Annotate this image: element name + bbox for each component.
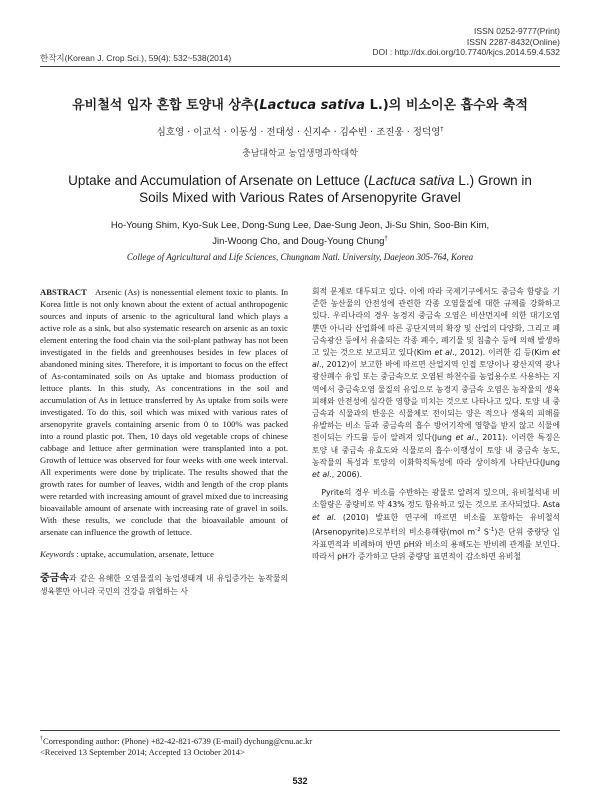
- left-column: [40, 286, 288, 598]
- intro-lead-word: 중금속: [40, 573, 69, 584]
- footnote-rule: [40, 730, 560, 731]
- keywords-text: : uptake, accumulation, arsenate, lettuce: [76, 549, 214, 559]
- intro-paragraph: 중금속과 같은 유해한 오염물질의 농업생태계 내 유입증가는 농작물의 생육뿐만 아니라 국민의 건강을 위협하는 사: [40, 573, 288, 596]
- english-title: Uptake and Accumulation of Arsenate on Lettuce (Lactuca sativa L.) Grown in Soils Mixed with Various Rates of Arsenopyrite Gravel: [68, 173, 532, 205]
- corresponding-author: Corresponding author: (Phone) +82-42-821-6739 (E-mail) dychung@cnu.ac.kr: [43, 735, 313, 746]
- doi-link[interactable]: DOI : http://dx.doi.org/10.7740/kjcs.2014.59.4.532: [372, 47, 560, 57]
- abstract-label: ABSTRACT: [40, 287, 87, 297]
- body-paragraph-2: Pyrite의 경우 비소를 수반하는 광물로 알려져 있으며, 유비철석내 비소함량은 중량비로 약 43% 정도 함유하고 있는 것으로 조사되었다. Asta et al. (2010) 발표한 연구에 따르면 비소를 포함하는 유비철석(Arsenopyrite)으로부터의 비소용해량(mol $m^{-2}$ $S^{-1}$)은 단위 중량당 입자표면적과 비례하며 반면 pH와 비소의 용해도는 반비례 관계를 보인다. 따라서 pH가 증가하고 단위 중량당 표면적이 감소하면 유비철: [312, 488, 561, 561]
- keywords: [40, 548, 288, 560]
- english-authors: Ho-Young Shim, Kyo-Suk Lee, Dong-Sung Lee, Dae-Sung Jeon, Ji-Su Shin, Soo-Bin Kim, Jin-Woong Cho, and Doug-Young Chung†: [110, 220, 490, 247]
- header-rule: [40, 66, 560, 67]
- korean-affiliation: 충남대학교 농업생명과학대학: [242, 149, 358, 159]
- keywords-label: Keywords: [40, 549, 75, 559]
- abstract: [40, 286, 288, 538]
- right-column: [312, 286, 560, 563]
- korean-title: 유비철석 입자 혼합 토양내 상추(Lactuca sativa L.)의 비소이온 흡수와 축적: [72, 98, 528, 113]
- abstract-text: Arsenic (As) is nonessential element toxic to plants. In Korea little is not only known about the extent of actual anthropogenic sources and inputs of arsenic to the agricultural land which plays a active role as a sink, but also systematic research on arsenic as an toxic element entering the food chain via the soil-plant pathway has not been investigated in the fields and greenhouses besides in few places of abandoned mining sites. Therefore, it is important to focus on the effect of As-contaminated soils on As uptake and biomass production of lettuce plants. In this study, As concentrations in the soil and accumulation of As in lettuce transferred by As uptake from soils were investigated. To do this, soil which was mixed with various rates of arsenopyrite gravels containing arsenic from 0 to 100% was packed into a round plastic pot. Then, 10 days old vegetable crops of chinese cabbage and lettuce after germination were transplanted into a pot. Growth of lettuce was observed for four weeks with one week interval. All experiments were done by triplicate. The results showed that the growth rates for number of leaves, width and length of the crop plants were retarded with increasing amount of gravel mixed due to increasing bioavailable amount of arsenate with increasing rate of gravel in soils. With these results, we conclude that the bioavailable amount of arsenate can influence the growth of lettuce.: [40, 287, 288, 537]
- korean-authors: 심호영 · 이교석 · 이동성 · 전대성 · 신지수 · 김수빈 · 조진웅 · 정덕영†: [156, 125, 444, 138]
- received-dates: <Received 13 September 2014; Accepted 13 October 2014>: [40, 746, 245, 757]
- issn-block: [372, 26, 560, 58]
- issn-print: ISSN 0252-9777(Print): [474, 26, 560, 36]
- footnote: †Corresponding author: (Phone) +82-42-821-6739 (E-mail) dychung@cnu.ac.kr <Received 13 September 2014; Accepted 13 October 2014>: [40, 734, 560, 758]
- body-paragraph-1: 회적 문제로 대두되고 있다. 이에 따라 국제기구에서도 중금속 함량을 기준한 농산물의 안전성에 관련한 각종 오염물질에 대한 규제를 강화하고 있다. 우리나라의 경우 농경지 중금속 오염은 비산먼지에 의한 대기오염뿐만 아니라 산업화에 따른 공단지역의 확장 및 산업의 다양화, 그리고 폐금속광산 등에서 유출되는 각종 폐수, 폐기물 및 침출수 등에 의해 발생하고 있는 것으로 보고되고 있다(Kim et al., 2012). 이러한 김 등(Kim et al., 2012)이 보고한 바에 따르면 산업지역 인접 토양이나 광산지역 광나 광산폐수 유입 또는 중금속으로 오염된 하천수를 농업용수로 사용하는 지역에서 중금속오염 물질의 유입으로 농경지 중금속 오염은 농작물의 생육피해와 안전성에 심각한 영향을 미치는 것으로 나타나고 있다. 토양 내 중금속과 식물과의 반응은 식물체로 전이되는 양은 적으나 생육의 피해를 유발하는 비소 등과 중금속의 흡수 방어기작에 영향을 받지 않고 식물에 전이되는 카드뮴 등이 알려져 있다(Jung et al., 2011). 이러한 특징은 토양 내 중금속 유효도와 식물로의 흡수·이행성이 토양 내 중금속 농도, 농작물의 특성과 토양의 이화학적특성에 따라 상이하게 나타난다(Jung et al., 2006).: [312, 287, 561, 480]
- issn-online: ISSN 2287-8432(Online): [466, 36, 560, 47]
- journal-reference: 한작지(Korean J. Crop Sci.), 59(4): 532~538(2014): [40, 53, 232, 63]
- english-affiliation: College of Agricultural and Life Sciences, Chungnam Natl. University, Daejeon 305-764, Korea: [126, 252, 474, 262]
- page-number: 532: [292, 776, 308, 786]
